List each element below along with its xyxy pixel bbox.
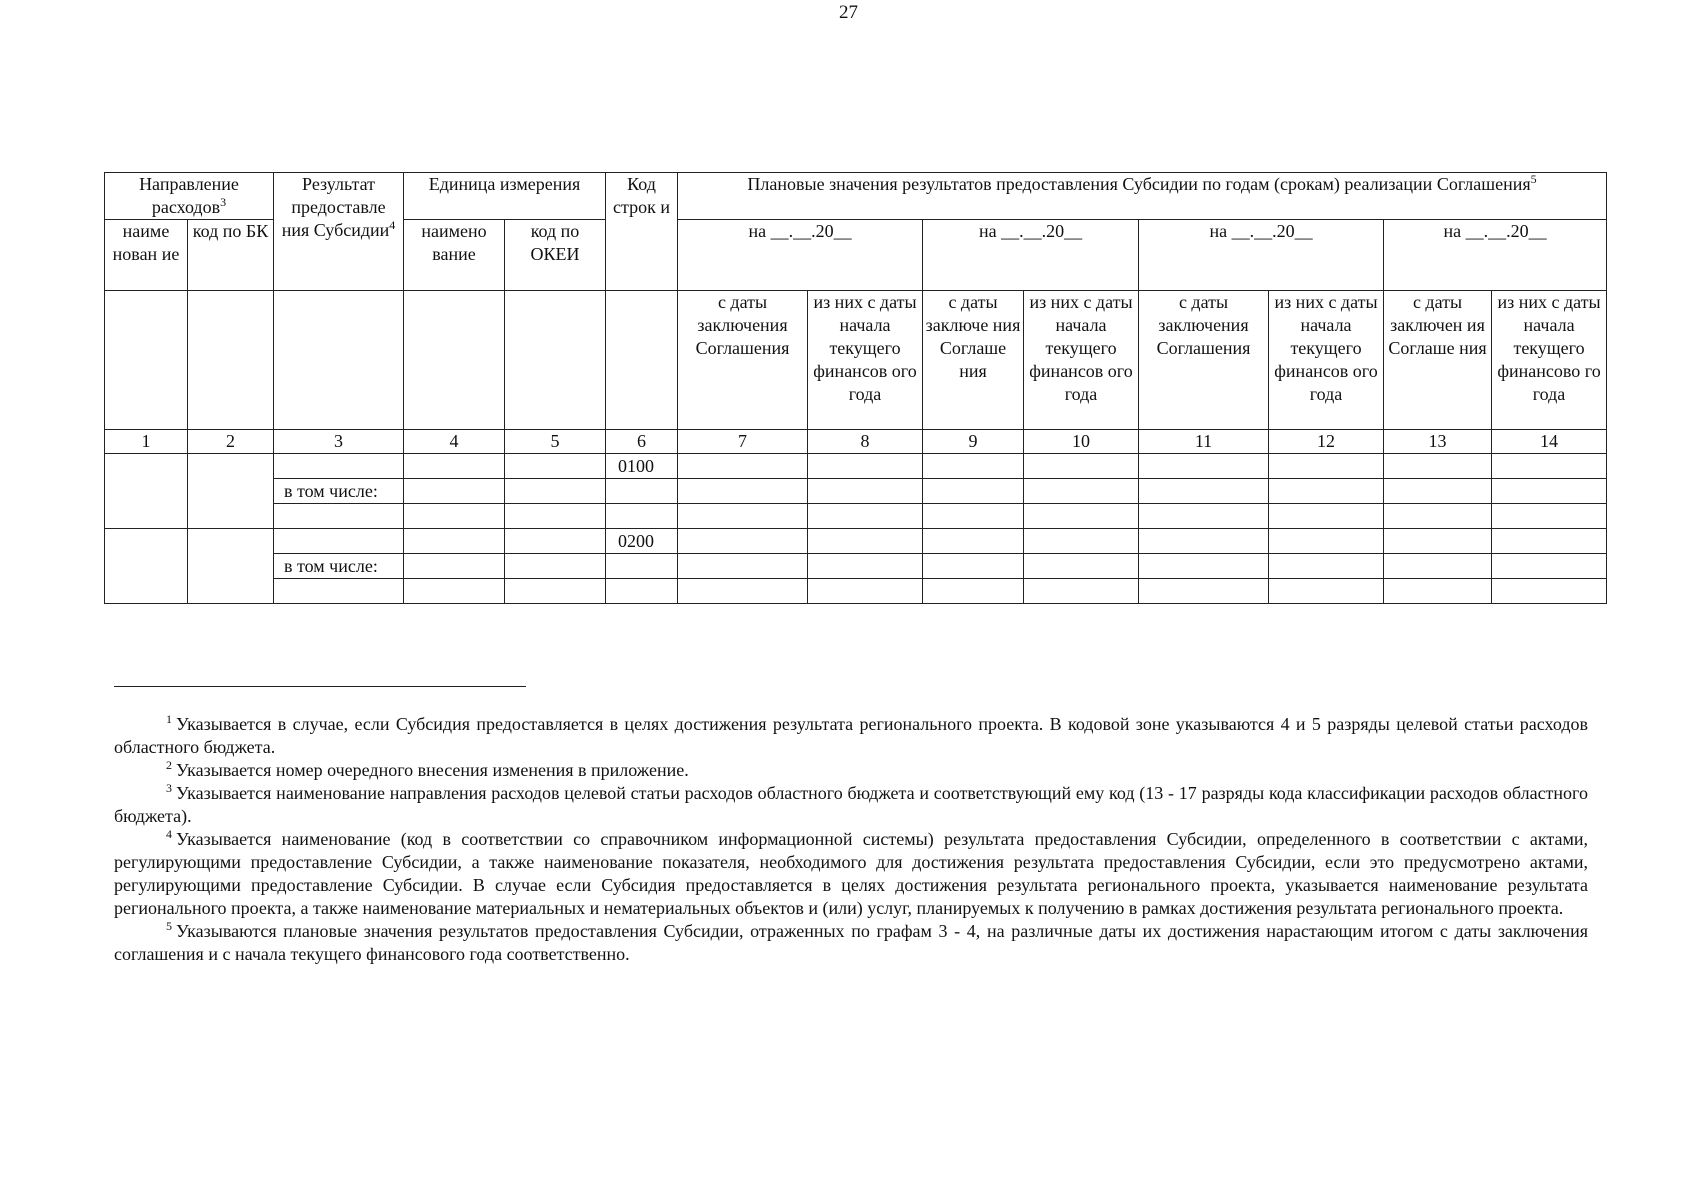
unit-name-column-header: наимено вание xyxy=(404,220,505,291)
value-cell[interactable] xyxy=(1139,529,1269,554)
name-column-header: наиме нован ие xyxy=(105,220,188,291)
sub-header-from-fiscal-year-2: из них с даты начала текущего финансов ого года xyxy=(1024,291,1139,430)
value-cell[interactable] xyxy=(808,529,923,554)
line-code-cell[interactable] xyxy=(606,504,678,529)
table-row xyxy=(105,554,1607,579)
okei-code-column-header: код по ОКЕИ xyxy=(505,220,606,291)
expense-direction-header: Направление расходов$^3$ xyxy=(105,173,274,220)
sub-header-from-agreement-4: с даты заключен ия Соглаше ния xyxy=(1384,291,1492,430)
footnote-text: Указывается номер очередного внесения изменения в приложение. xyxy=(176,760,689,780)
value-cell[interactable] xyxy=(808,454,923,479)
value-cell[interactable] xyxy=(923,554,1024,579)
footnote-4 xyxy=(114,828,1588,920)
sub-header-from-fiscal-year-3: из них с даты начала текущего финансов ого года xyxy=(1269,291,1384,430)
value-cell[interactable] xyxy=(1384,554,1492,579)
value-cell[interactable] xyxy=(923,479,1024,504)
value-cell[interactable] xyxy=(1492,529,1607,554)
expense-name-cell[interactable] xyxy=(105,454,188,529)
table-row xyxy=(105,529,1607,554)
column-number: 11 xyxy=(1139,430,1269,454)
result-header: Результат предоставле ния Субсидии$^4$ xyxy=(274,173,404,291)
value-cell[interactable] xyxy=(808,579,923,604)
empty-cell xyxy=(188,291,274,430)
value-cell[interactable] xyxy=(923,454,1024,479)
page-number: 27 xyxy=(839,2,858,23)
value-cell[interactable] xyxy=(1269,579,1384,604)
value-cell[interactable] xyxy=(1024,454,1139,479)
date-header-1: на __.__.20__ xyxy=(678,220,923,291)
column-number: 3 xyxy=(274,430,404,454)
empty-cell xyxy=(274,291,404,430)
unit-name-cell[interactable] xyxy=(404,479,505,504)
okei-code-cell[interactable] xyxy=(505,504,606,529)
result-cell[interactable] xyxy=(274,504,404,529)
footnote-mark: 2 xyxy=(166,758,172,772)
okei-code-cell[interactable] xyxy=(505,529,606,554)
value-cell[interactable] xyxy=(808,479,923,504)
header-row-1 xyxy=(105,173,1607,220)
value-cell[interactable] xyxy=(1384,579,1492,604)
column-number: 5 xyxy=(505,430,606,454)
result-cell[interactable] xyxy=(274,454,404,479)
value-cell[interactable] xyxy=(678,504,808,529)
footnote-mark: 3 xyxy=(166,781,172,795)
value-cell[interactable] xyxy=(1139,579,1269,604)
unit-name-cell[interactable] xyxy=(404,454,505,479)
value-cell[interactable] xyxy=(1269,504,1384,529)
date-header-3: на __.__.20__ xyxy=(1139,220,1384,291)
unit-name-cell[interactable] xyxy=(404,579,505,604)
bk-code-column-header: код по БК xyxy=(188,220,274,291)
value-cell[interactable] xyxy=(1024,554,1139,579)
line-code-cell[interactable] xyxy=(606,479,678,504)
result-cell[interactable] xyxy=(274,529,404,554)
column-number: 2 xyxy=(188,430,274,454)
bk-code-cell[interactable] xyxy=(188,529,274,604)
value-cell[interactable] xyxy=(1024,504,1139,529)
empty-cell xyxy=(606,291,678,430)
column-number: 9 xyxy=(923,430,1024,454)
table-row xyxy=(105,504,1607,529)
column-number: 10 xyxy=(1024,430,1139,454)
column-number: 12 xyxy=(1269,430,1384,454)
footnotes xyxy=(114,713,1588,966)
value-cell[interactable] xyxy=(923,504,1024,529)
result-cell[interactable] xyxy=(274,579,404,604)
footnote-1 xyxy=(114,713,1588,759)
empty-cell xyxy=(505,291,606,430)
footnote-mark: 4 xyxy=(166,827,172,841)
column-number: 4 xyxy=(404,430,505,454)
date-header-2: на __.__.20__ xyxy=(923,220,1139,291)
value-cell[interactable] xyxy=(1269,454,1384,479)
value-cell[interactable] xyxy=(1139,479,1269,504)
bk-code-cell[interactable] xyxy=(188,454,274,529)
sub-header-from-fiscal-year-4: из них с даты начала текущего финансово го года xyxy=(1492,291,1607,430)
value-cell[interactable] xyxy=(1269,479,1384,504)
value-cell[interactable] xyxy=(1139,454,1269,479)
plan-values-header: Плановые значения результатов предоставления Субсидии по годам (срокам) реализации Соглашения$^5$ xyxy=(678,173,1607,220)
line-code-cell: 0200 xyxy=(606,529,678,554)
column-numbers-row xyxy=(105,430,1607,454)
expense-name-cell[interactable] xyxy=(105,529,188,604)
including-label: в том числе: xyxy=(274,479,404,504)
value-cell[interactable] xyxy=(1492,554,1607,579)
unit-header: Единица измерения xyxy=(404,173,606,220)
column-number: 14 xyxy=(1492,430,1607,454)
column-number: 1 xyxy=(105,430,188,454)
unit-name-cell[interactable] xyxy=(404,504,505,529)
unit-name-cell[interactable] xyxy=(404,554,505,579)
value-cell[interactable] xyxy=(1384,479,1492,504)
value-cell[interactable] xyxy=(923,579,1024,604)
footnote-text: Указывается наименование направления расходов целевой статьи расходов областного бюджета и соответствующий ему код (13 - 17 разряды кода классификации расходов областного бюджета). xyxy=(114,783,1588,826)
value-cell[interactable] xyxy=(1269,554,1384,579)
okei-code-cell[interactable] xyxy=(505,454,606,479)
value-cell[interactable] xyxy=(678,454,808,479)
empty-cell xyxy=(105,291,188,430)
table-row xyxy=(105,479,1607,504)
value-cell[interactable] xyxy=(678,479,808,504)
sub-header-from-agreement-2: с даты заключе ния Соглаше ния xyxy=(923,291,1024,430)
okei-code-cell[interactable] xyxy=(505,579,606,604)
footnote-text: Указываются плановые значения результатов предоставления Субсидии, отраженных по графам 3 - 4, на различные даты их достижения нарастающим итогом с даты заключения соглашения и с начала текущего финансового года соответственно. xyxy=(114,921,1588,964)
okei-code-cell[interactable] xyxy=(505,479,606,504)
value-cell[interactable] xyxy=(678,554,808,579)
value-cell[interactable] xyxy=(1384,454,1492,479)
value-cell[interactable] xyxy=(1492,454,1607,479)
footnote-mark: 5 xyxy=(166,919,172,933)
date-header-4: на __.__.20__ xyxy=(1384,220,1607,291)
footnote-3 xyxy=(114,782,1588,828)
sub-header-from-fiscal-year-1: из них с даты начала текущего финансов ого года xyxy=(808,291,923,430)
value-cell[interactable] xyxy=(808,554,923,579)
line-code-cell: 0100 xyxy=(606,454,678,479)
footnote-2 xyxy=(114,759,1588,782)
value-cell[interactable] xyxy=(923,529,1024,554)
value-cell[interactable] xyxy=(1384,504,1492,529)
column-number: 6 xyxy=(606,430,678,454)
value-cell[interactable] xyxy=(1024,579,1139,604)
header-row-3 xyxy=(105,291,1607,430)
value-cell[interactable] xyxy=(1139,504,1269,529)
value-cell[interactable] xyxy=(1024,479,1139,504)
value-cell[interactable] xyxy=(1492,504,1607,529)
footnote-text: Указывается в случае, если Субсидия предоставляется в целях достижения результата регионального проекта. В кодовой зоне указываются 4 и 5 разряды целевой статьи расходов областного бюджета. xyxy=(114,714,1588,757)
sub-header-from-agreement-3: с даты заключения Соглашения xyxy=(1139,291,1269,430)
table-row xyxy=(105,579,1607,604)
column-number: 8 xyxy=(808,430,923,454)
value-cell[interactable] xyxy=(1492,479,1607,504)
column-number: 13 xyxy=(1384,430,1492,454)
sub-header-from-agreement-1: с даты заключения Соглашения xyxy=(678,291,808,430)
footnote-5 xyxy=(114,920,1588,966)
value-cell[interactable] xyxy=(1139,554,1269,579)
value-cell[interactable] xyxy=(808,504,923,529)
table-row xyxy=(105,454,1607,479)
value-cell[interactable] xyxy=(678,579,808,604)
value-cell[interactable] xyxy=(1269,529,1384,554)
footnote-divider xyxy=(114,686,526,687)
value-cell[interactable] xyxy=(1492,579,1607,604)
including-label: в том числе: xyxy=(274,554,404,579)
empty-cell xyxy=(404,291,505,430)
line-code-header: Код строк и xyxy=(606,173,678,291)
line-code-cell[interactable] xyxy=(606,579,678,604)
value-cell[interactable] xyxy=(1024,529,1139,554)
line-code-cell[interactable] xyxy=(606,554,678,579)
value-cell[interactable] xyxy=(1384,529,1492,554)
okei-code-cell[interactable] xyxy=(505,554,606,579)
footnote-mark: 1 xyxy=(166,712,172,726)
value-cell[interactable] xyxy=(678,529,808,554)
plan-values-table xyxy=(104,172,1607,604)
column-number: 7 xyxy=(678,430,808,454)
unit-name-cell[interactable] xyxy=(404,529,505,554)
footnote-text: Указывается наименование (код в соответствии со справочником информационной системы) результата предоставления Субсидии, определенного в соответствии с актами, регулирующими предоставление Субсидии, а также наименование показателя, необходимого для достижения результата предоставления Субсидии, если это предусмотрено актами, регулирующими предоставление Субсидии. В случае если Субсидия предоставляется в целях достижения результата регионального проекта, указывается наименование результата регионального проекта, а также наименование материальных и нематериальных объектов и (или) услуг, планируемых к получению в рамках достижения результата регионального проекта. xyxy=(114,829,1588,918)
